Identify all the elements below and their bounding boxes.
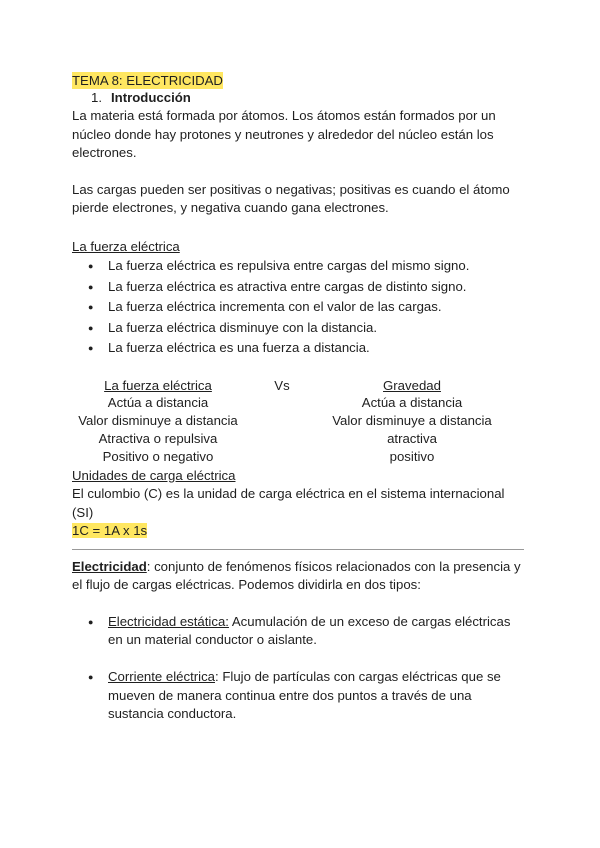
units-title: Unidades de carga eléctrica xyxy=(72,467,236,483)
intro-paragraph-1: La materia está formada por átomos. Los átomos están formados por un núcleo donde hay protones y neutrones y alrededor del núcleo están los electrones. xyxy=(72,108,496,160)
comparison-left-item: Actúa a distancia xyxy=(107,395,209,411)
electricidad-definition: : conjunto de fenómenos físicos relacionados con la presencia y el flujo de cargas eléctricas. Podemos dividirla en dos tipos: xyxy=(72,558,521,592)
units-text: El culombio (C) es la unidad de carga eléctrica en el sistema internacional (SI) xyxy=(72,486,505,520)
comparison-right-header: Gravedad xyxy=(383,377,441,393)
comparison-left-header: La fuerza eléctrica xyxy=(104,377,212,393)
type-name: Electricidad estática: xyxy=(108,613,229,629)
electricidad-term: Electricidad xyxy=(72,558,147,574)
comparison-table xyxy=(72,377,528,467)
comparison-left-column xyxy=(72,377,244,466)
electricidad-paragraph xyxy=(72,558,528,595)
list-item: ● La fuerza eléctrica es repulsiva entre cargas del mismo signo. xyxy=(72,256,528,277)
comparison-right-item: positivo xyxy=(389,448,435,464)
comparison-middle xyxy=(262,377,302,395)
list-item: ● La fuerza eléctrica disminuye con la distancia. xyxy=(72,318,528,339)
fuerza-title: La fuerza eléctrica xyxy=(72,238,180,254)
page-title: TEMA 8: ELECTRICIDAD xyxy=(72,73,223,88)
type-text: : Flujo de partículas con cargas eléctricas que se mueven de manera continua entre dos puntos a través de una sustancia conductora. xyxy=(108,669,501,721)
section-heading xyxy=(72,89,528,107)
electricity-types-list xyxy=(72,613,528,724)
comparison-left-item: Valor disminuye a distancia xyxy=(78,413,238,429)
list-item xyxy=(72,613,528,650)
list-item: ● La fuerza eléctrica incrementa con el valor de las cargas. xyxy=(72,297,528,318)
comparison-vs: Vs xyxy=(274,377,290,393)
units-formula: 1C = 1A x 1s xyxy=(72,523,148,538)
type-text: Acumulación de un exceso de cargas eléctricas en un material conductor o aislante. xyxy=(108,613,511,647)
list-item: ● La fuerza eléctrica es atractiva entre cargas de distinto signo. xyxy=(72,277,528,298)
comparison-left-item: Positivo o negativo xyxy=(102,448,214,464)
list-item: ● La fuerza eléctrica es una fuerza a distancia. xyxy=(72,338,528,359)
comparison-right-item: atractiva xyxy=(387,430,437,446)
intro-paragraph-2: Las cargas pueden ser positivas o negativas; positivas es cuando el átomo pierde electrones, y negativa cuando gana electrones. xyxy=(72,181,510,215)
type-name: Corriente eléctrica xyxy=(108,669,216,684)
section-number: 1. xyxy=(91,90,102,105)
document-page xyxy=(72,72,528,742)
fuerza-list xyxy=(72,256,528,359)
comparison-left-item: Atractiva o repulsiva xyxy=(98,430,218,446)
comparison-right-item: Valor disminuye a distancia xyxy=(332,413,492,429)
list-item xyxy=(72,668,528,724)
comparison-right-column xyxy=(327,377,497,466)
section-heading-text: Introducción xyxy=(111,90,191,105)
comparison-right-item: Actúa a distancia xyxy=(361,395,463,411)
